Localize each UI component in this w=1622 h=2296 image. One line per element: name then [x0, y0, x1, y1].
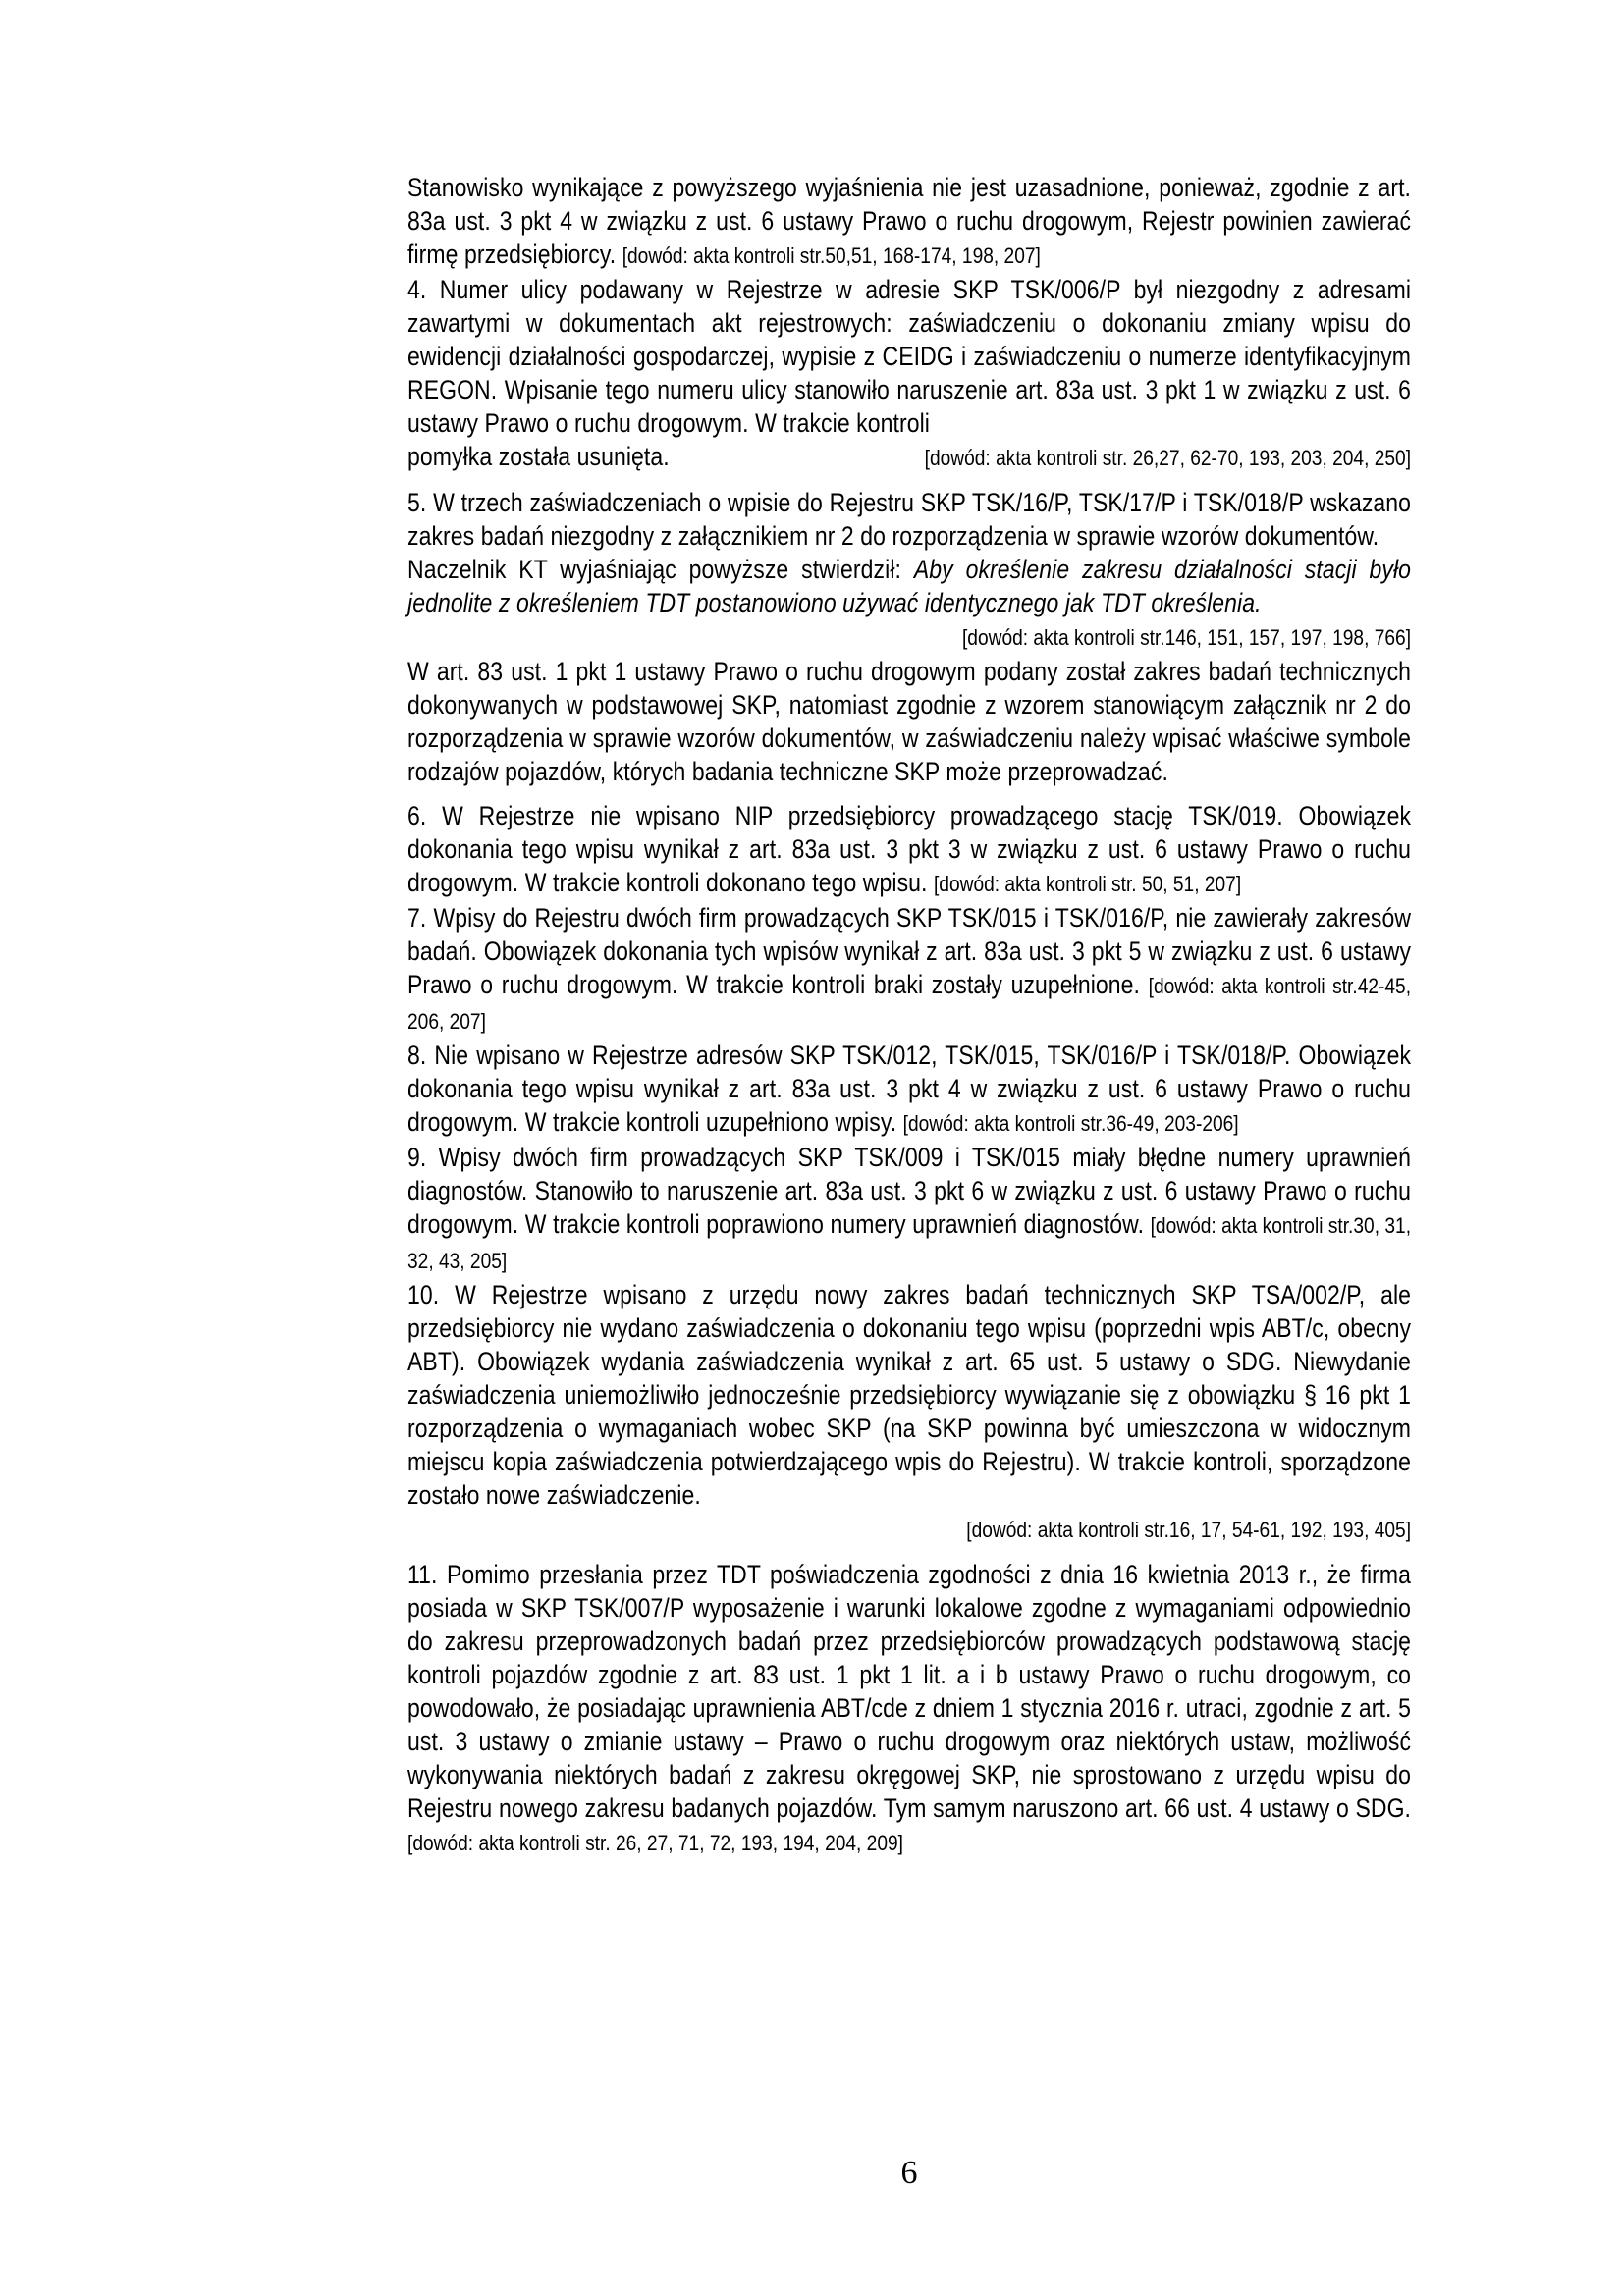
- paragraph-7: [407, 655, 1411, 788]
- evidence-reference: [dowód: akta kontroli str.146, 151, 157, 197, 198, 766]: [961, 625, 1412, 650]
- body-text: W art. 83 ust. 1 pkt 1 ustawy Prawo o ruchu drogowym podany został zakres badań technicznych dokonywanych w podstawowej SKP, natomiast zgodnie z wzorem stanowiącym załącznik nr 2 do rozporządzenia w sprawie wzorów dokumentów, w zaświadczeniu należy wpisać właściwe symbole rodzajów pojazdów, których badania techniczne SKP może przeprowadzać.: [407, 657, 1412, 786]
- body-text: Naczelnik KT wyjaśniając powyższe stwierdził:: [407, 555, 914, 584]
- document-body: [407, 171, 1411, 1860]
- body-text: 8. Nie wpisano w Rejestrze adresów SKP TSK/012, TSK/015, TSK/016/P i TSK/018/P. Obowiązek dokonania tego wpisu wynikał z art. 83a ust. 3 pkt 4 w związku z ust. 6 ustawy Prawo o ruchu drogowym. W trakcie kontroli uzupełniono wpisy.: [407, 1041, 1412, 1137]
- paragraph-11: [407, 1141, 1411, 1278]
- line-left-text: pomyłka została usunięta.: [407, 442, 670, 471]
- evidence-reference: [dowód: akta kontroli str. 26, 27, 71, 72, 193, 194, 204, 209]: [407, 1831, 903, 1855]
- paragraph-3: [407, 440, 1411, 475]
- paragraph-10: [407, 1039, 1411, 1141]
- quoted-statement: Aby określenie zakresu działalności stacji było jednolite z określeniem TDT postanowiono używać identycznego jak TDT określenia.: [407, 555, 1412, 617]
- paragraph-list: [407, 171, 1411, 1860]
- evidence-reference: [dowód: akta kontroli str. 26,27, 62-70, 193, 203, 204, 250]: [924, 446, 1412, 470]
- page-number: 6: [900, 2155, 918, 2191]
- body-text: 11. Pomimo przesłania przez TDT poświadczenia zgodności z dnia 16 kwietnia 2013 r., że firma posiada w SKP TSK/007/P wyposażenie i warunki lokalowe zgodne z wymaganiami odpowiednio do zakresu przeprowadzonych badań przez przedsiębiorców prowadzących podstawową stację kontroli pojazdów zgodnie z art. 83 ust. 1 pkt 1 lit. a i b ustawy Prawo o ruchu drogowym, co powodowało, że posiadając uprawnienia ABT/cde z dniem 1 stycznia 2016 r. utraci, zgodnie z art. 5 ust. 3 ustawy o zmianie ustawy – Prawo o ruchu drogowym oraz niektórych ustaw, możliwość wykonywania niektórych badań z zakresu okręgowej SKP, nie sprostowano z urzędu wpisu do Rejestru nowego zakresu badanych pojazdów. Tym samym naruszono art. 66 ust. 4 ustawy o SDG.: [407, 1560, 1412, 1823]
- paragraph-9: [407, 901, 1411, 1039]
- paragraph-6: [407, 619, 1411, 655]
- evidence-reference: [dowód: akta kontroli str.36-49, 203-206]: [902, 1111, 1239, 1136]
- body-text: 6. W Rejestrze nie wpisano NIP przedsiębiorcy prowadzącego stację TSK/019. Obowiązek dokonania tego wpisu wynikał z art. 83a ust. 3 pkt 3 w związku z ust. 6 ustawy Prawo o ruchu drogowym. W trakcie kontroli dokonano tego wpisu.: [407, 801, 1412, 897]
- paragraph-5: [407, 553, 1411, 619]
- body-text: 10. W Rejestrze wpisano z urzędu nowy zakres badań technicznych SKP TSA/002/P, ale przedsiębiorcy nie wydano zaświadczenia o dokonaniu tego wpisu (poprzedni wpis ABT/c, obecny ABT). Obowiązek wydania zaświadczenia wynikał z art. 65 ust. 5 ustawy o SDG. Niewydanie zaświadczenia uniemożliwiło jednocześnie przedsiębiorcy wywiązanie się z obowiązku § 16 pkt 1 rozporządzenia o wymaganiach wobec SKP (na SKP powinna być umieszczona w widocznym miejscu kopia zaświadczenia potwierdzającego wpis do Rejestru). W trakcie kontroli, sporządzone zostało nowe zaświadczenie.: [407, 1280, 1412, 1510]
- paragraph-14: [407, 1558, 1411, 1860]
- evidence-reference: [dowód: akta kontroli str.30, 31, 32, 43, 205]: [407, 1213, 1412, 1273]
- evidence-reference: [dowód: akta kontroli str.42-45, 206, 207]: [407, 974, 1412, 1034]
- paragraph-8: [407, 799, 1411, 901]
- paragraph-12: [407, 1278, 1411, 1512]
- paragraph-2: [407, 273, 1411, 440]
- paragraph-13: [407, 1512, 1411, 1547]
- evidence-reference: [dowód: akta kontroli str.50,51, 168-174, 198, 207]: [622, 243, 1041, 268]
- body-text: 9. Wpisy dwóch firm prowadzących SKP TSK/009 i TSK/015 miały błędne numery uprawnień diagnostów. Stanowiło to naruszenie art. 83a ust. 3 pkt 6 w związku z ust. 6 ustawy Prawo o ruchu drogowym. W trakcie kontroli poprawiono numery uprawnień diagnostów.: [407, 1143, 1412, 1239]
- body-text: 4. Numer ulicy podawany w Rejestrze w adresie SKP TSK/006/P był niezgodny z adresami zawartymi w dokumentach akt rejestrowych: zaświadczeniu o dokonaniu zmiany wpisu do ewidencji działalności gospodarczej, wypisie z CEIDG i zaświadczeniu o numerze identyfikacyjnym REGON. Wpisanie tego numeru ulicy stanowiło naruszenie art. 83a ust. 3 pkt 1 w związku z ust. 6 ustawy Prawo o ruchu drogowym. W trakcie kontroli: [407, 275, 1412, 438]
- evidence-reference: [dowód: akta kontroli str. 50, 51, 207]: [933, 872, 1242, 896]
- body-text: 5. W trzech zaświadczeniach o wpisie do Rejestru SKP TSK/16/P, TSK/17/P i TSK/018/P wskazano zakres badań niezgodny z załącznikiem nr 2 do rozporządzenia w sprawie wzorów dokumentów.: [407, 488, 1412, 551]
- paragraph-4: [407, 486, 1411, 553]
- body-text: Stanowisko wynikające z powyższego wyjaśnienia nie jest uzasadnione, ponieważ, zgodnie z art. 83a ust. 3 pkt 4 w związku z ust. 6 ustawy Prawo o ruchu drogowym, Rejestr powinien zawierać firmę przedsiębiorcy.: [407, 173, 1412, 269]
- paragraph-1: [407, 171, 1411, 273]
- body-text: 7. Wpisy do Rejestru dwóch firm prowadzących SKP TSK/015 i TSK/016/P, nie zawierały zakresów badań. Obowiązek dokonania tych wpisów wynikał z art. 83a ust. 3 pkt 5 w związku z ust. 6 ustawy Prawo o ruchu drogowym. W trakcie kontroli braki zostały uzupełnione.: [407, 903, 1412, 999]
- evidence-reference: [dowód: akta kontroli str.16, 17, 54-61, 192, 193, 405]: [966, 1518, 1412, 1542]
